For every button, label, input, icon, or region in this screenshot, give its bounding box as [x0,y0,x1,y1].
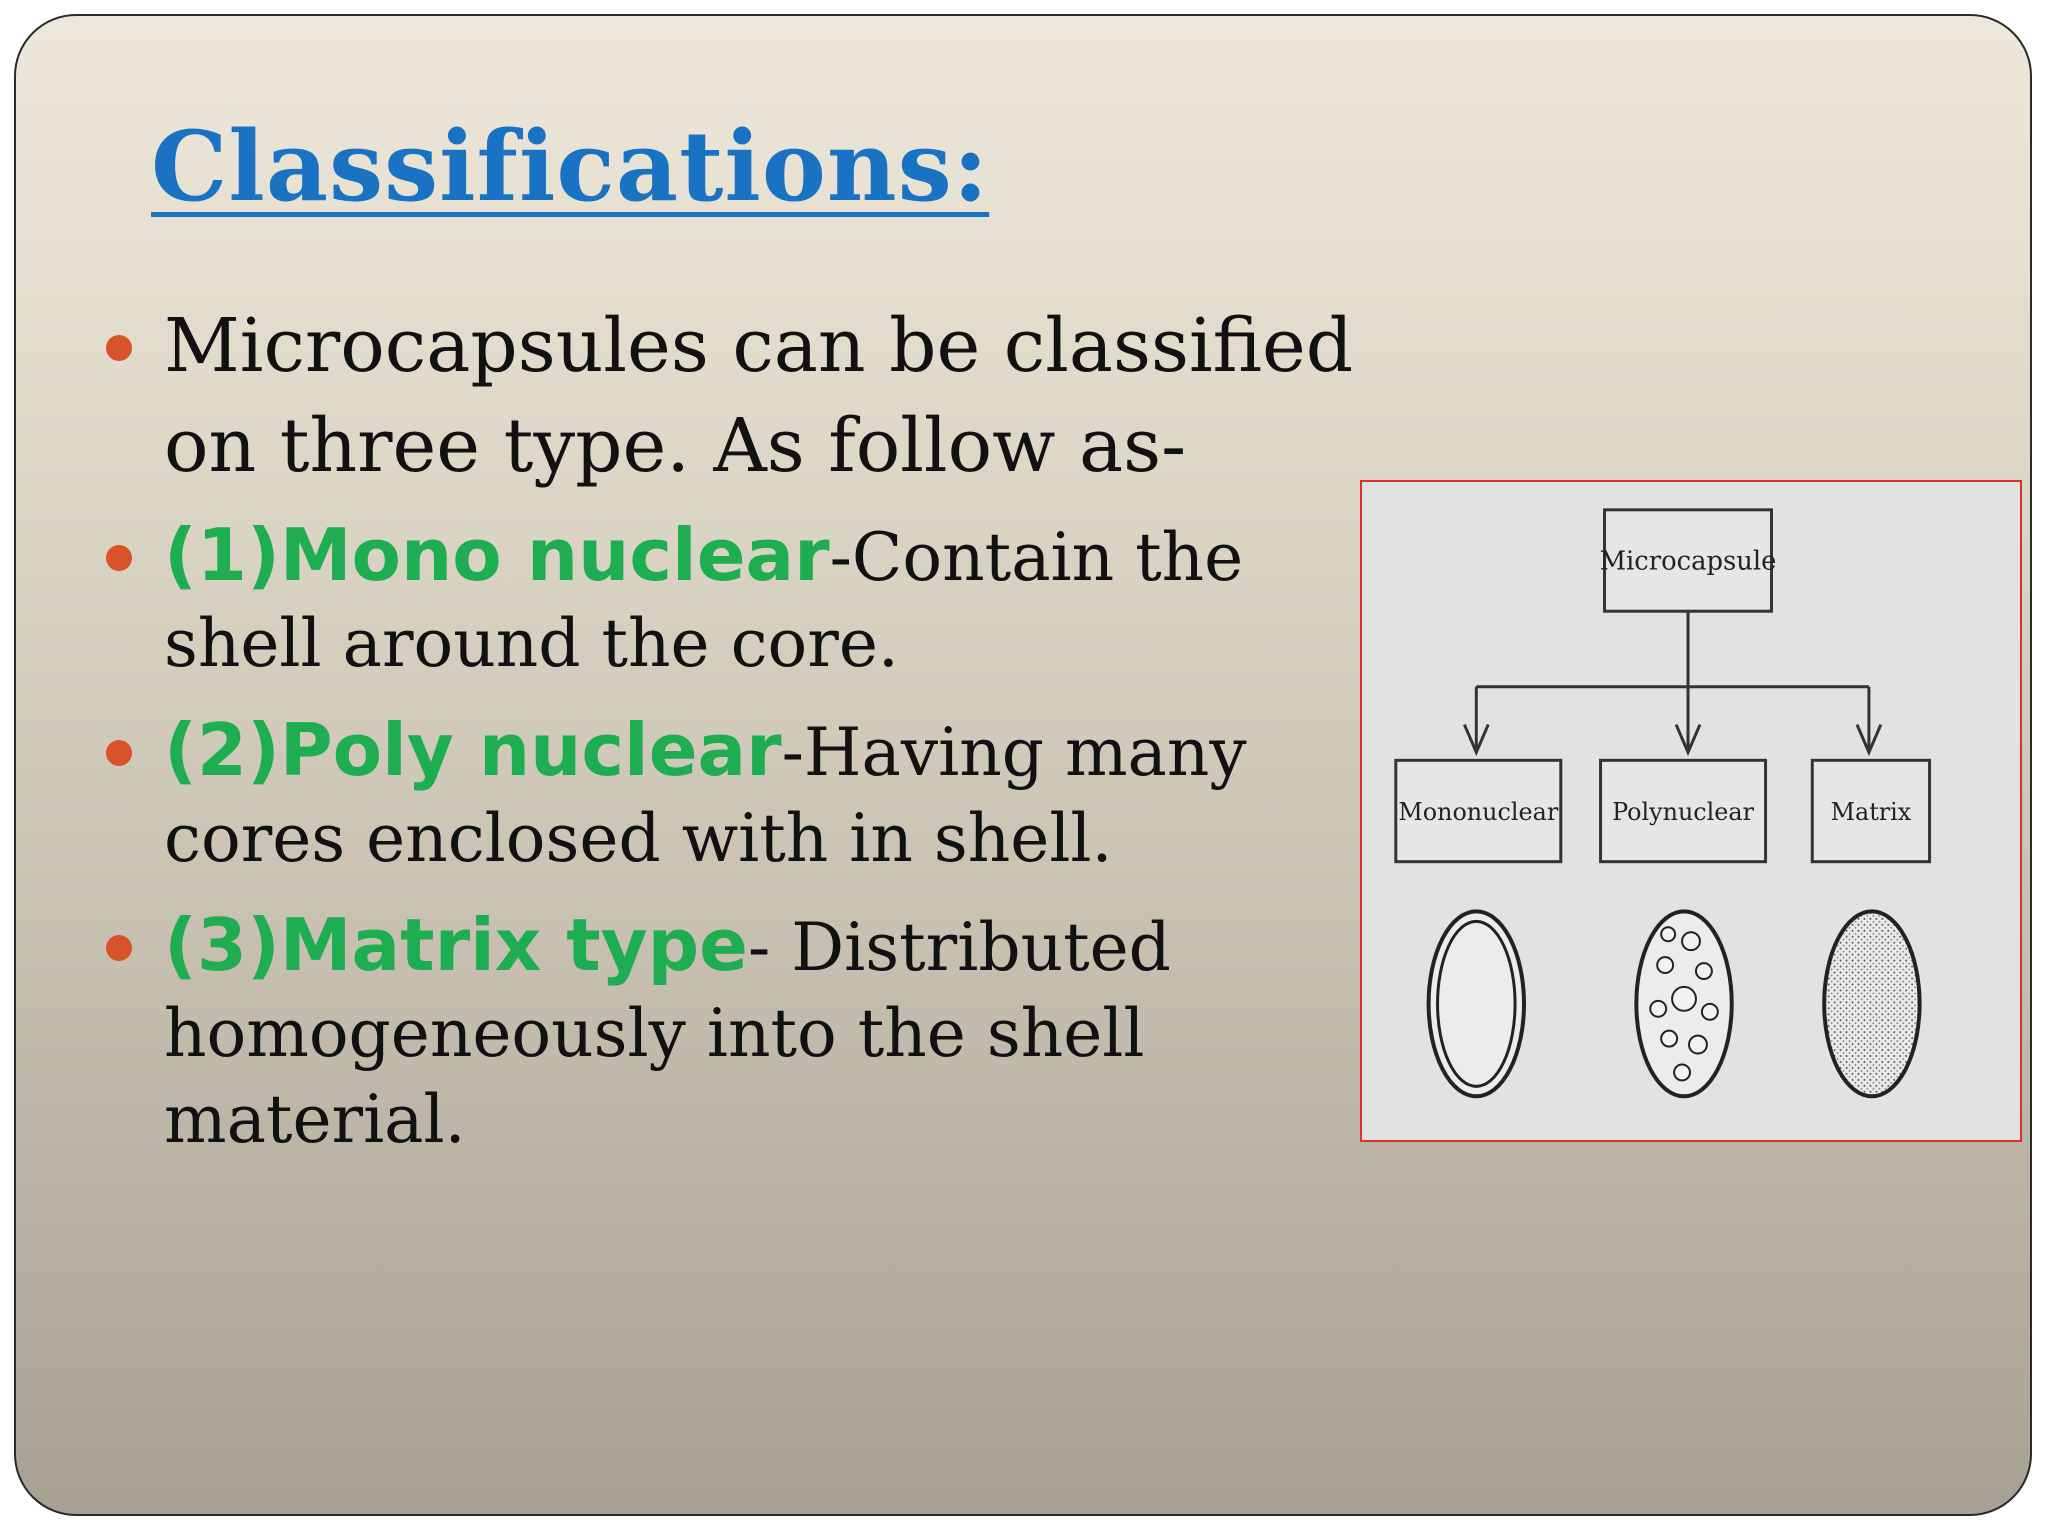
bullet-list [86,296,1386,1183]
matrix-label: Matrix [1830,797,1912,826]
classification-diagram [1360,480,2022,1142]
bullet-text: -Contain the shell around the core. [164,519,1244,682]
polynuclear-capsule-icon [1636,911,1731,1096]
matrix-capsule-icon [1824,911,1919,1096]
bullet-dot-icon [106,335,132,361]
bullet-lead: (2)Poly nuclear [164,708,782,792]
polynuclear-label: Polynuclear [1612,797,1755,826]
bullet-text: -Having many cores enclosed with in shell. [164,714,1247,877]
bullet-dot-icon [106,740,132,766]
bullet-text: - Distributed homogeneously into the shell material. [164,909,1171,1158]
bullet-lead: (1)Mono nuclear [164,513,830,597]
bullet-item [86,707,1386,882]
slide [14,14,2032,1516]
bullet-item [86,512,1386,687]
bullet-lead: (3)Matrix type [164,903,748,987]
mononuclear-capsule-icon [1429,911,1524,1096]
bullet-text: Microcapsules can be classified on three type. As follow as- [164,303,1354,489]
bullet-dot-icon [106,545,132,571]
root-label: Microcapsule [1599,546,1777,577]
bullet-dot-icon [106,935,132,961]
bullet-item [86,902,1386,1163]
diagram-svg [1362,482,2020,1140]
mononuclear-label: Mononuclear [1398,797,1559,826]
slide-title: Classifications: [151,110,990,223]
bullet-item [86,296,1386,496]
